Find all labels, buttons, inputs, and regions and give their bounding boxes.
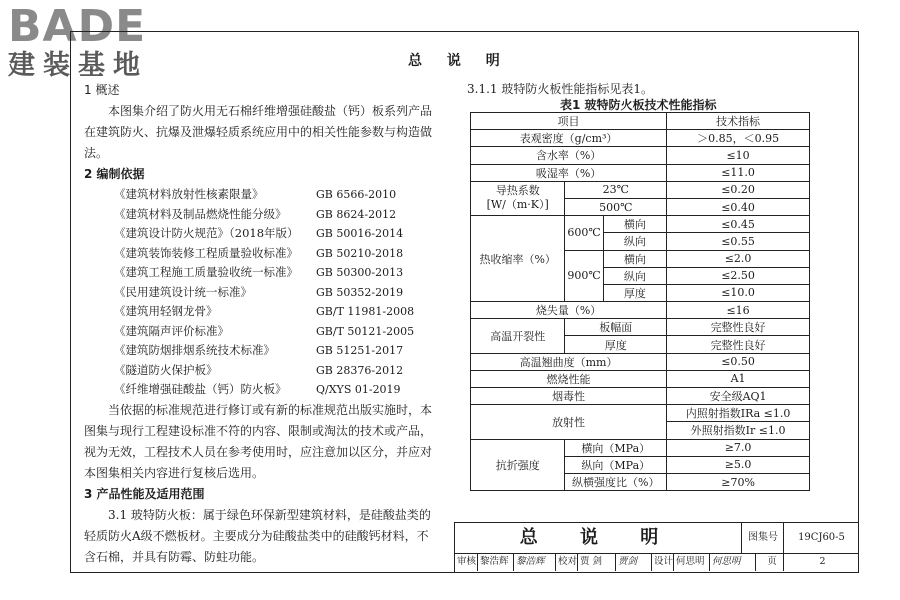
cell-value: ≤10.0: [667, 284, 810, 301]
table-row: [471, 319, 810, 336]
section-2-text: 当依据的标准规范进行修订或有新的标准规范出版实施时，本图集与现行工程建设标准不符的内容、限制或淘汰的技术或产品，视为无效，工程技术人员在参考使用时，应注意加以区分，并应对本图集相关内容进行复核后选用。: [84, 402, 433, 480]
designer-signature: 何思明: [709, 553, 741, 571]
norm-row: [84, 302, 436, 322]
cell-value: ≥5.0: [667, 456, 810, 473]
norm-name: 《建筑材料及制品燃烧性能分级》: [114, 206, 287, 221]
table-row: [471, 130, 810, 147]
norm-name: 《民用建筑设计统一标准》: [114, 284, 252, 299]
table-row: [471, 181, 810, 198]
cell-value: ≥70%: [667, 473, 810, 490]
cell-label: 烟毒性: [471, 388, 667, 405]
cell-sub: 500℃: [565, 198, 667, 215]
designer-name: 何思明: [673, 553, 705, 571]
cell-value: 完整性良好: [667, 319, 810, 336]
logo-cjk: 建装基地: [8, 50, 148, 81]
logo-latin: BADE: [8, 1, 147, 52]
cell-label: 烧失量（%）: [471, 302, 667, 319]
cell-label: 放射性: [471, 405, 667, 439]
cell-value: ≤16: [667, 302, 810, 319]
cell-label: 燃烧性能: [471, 370, 667, 387]
page-title: 总 说 明: [408, 53, 510, 69]
norm-name: 《建筑装饰装修工程质量验收标准》: [114, 245, 298, 260]
norm-code: GB 6566-2010: [316, 188, 397, 201]
norm-row: [84, 341, 436, 361]
norm-name: 《建筑工程施工质量验收统一标准》: [114, 265, 298, 279]
check-label: 校对: [555, 553, 577, 571]
norm-code: GB/T 50121-2005: [316, 324, 415, 338]
section-3-text: 3.1 玻特防火板：属于绿色环保新型建筑材料，是硅酸盐类的轻质防火A级不燃板材。主要成分为硅酸盐类中的硅酸钙材料，不含石棉，并具有防霉、防蛀功能。: [84, 507, 431, 564]
table-row: [471, 439, 810, 456]
cell-value: ≤0.50: [667, 353, 810, 370]
cell-label: 高温开裂性: [471, 319, 565, 353]
norm-code: GB/T 11981-2008: [316, 305, 415, 318]
norm-row: [84, 361, 436, 381]
norm-row: [84, 263, 436, 283]
norm-row: [84, 205, 436, 225]
norm-name: 《建筑材料放射性核素限量》: [114, 187, 264, 201]
title-block: [454, 522, 858, 572]
norm-row: [84, 380, 436, 400]
norm-code: GB 51251-2017: [316, 344, 404, 357]
cell-sub: 厚度: [565, 336, 667, 353]
page-number: 2: [783, 553, 859, 571]
table-row: [471, 353, 810, 370]
cell-sub: 横向: [603, 216, 666, 233]
cell-value: 完整性良好: [667, 336, 810, 353]
table-row: [471, 216, 810, 233]
cell-value: ≤11.0: [667, 164, 810, 181]
cell-value: ≤10: [667, 147, 810, 164]
cell-sub: 23℃: [565, 181, 667, 198]
cell-value: 内照射指数IRa ≤1.0: [667, 405, 810, 422]
atlas-number: 19CJ60-5: [783, 523, 859, 553]
cell-label: 表观密度（g/cm³）: [471, 130, 667, 147]
norm-name: 《建筑防烟排烟系统技术标准》: [114, 343, 275, 357]
title-block-top: [455, 523, 858, 554]
cell-sub: 纵向: [603, 233, 666, 250]
table-row: [471, 164, 810, 181]
section-1-heading: 1 概述: [84, 83, 120, 97]
cell-sub: 600℃: [565, 216, 603, 250]
norm-name: 《建筑设计防火规范》（2018年版）: [114, 226, 299, 240]
norm-code: GB 28376-2012: [316, 363, 404, 377]
table-intro: 3.1.1 玻特防火板性能指标见表1。: [467, 82, 653, 96]
section-1-text: 本图集介绍了防火用无石棉纤维增强硅酸盐（钙）板系列产品在建筑防火、抗爆及泄爆轻质系统应用中的相关性能参数与构造做法。: [84, 104, 433, 160]
norm-row: [84, 224, 436, 244]
table-row: [471, 147, 810, 164]
cell-sub: 纵向（MPa）: [565, 456, 667, 473]
section-3-heading: 3 产品性能及适用范围: [84, 486, 205, 501]
sheet-name: 总 说 明: [519, 527, 677, 548]
atlas-label: 图集号: [741, 523, 784, 553]
reviewer-signature: 黎浩辉: [513, 553, 545, 571]
cell-value: ≤0.55: [667, 233, 810, 250]
section-2-heading: 2 编制依据: [84, 167, 145, 181]
checker-name: 贾 剑: [577, 553, 602, 571]
cell-sub: 900℃: [565, 250, 603, 302]
page-label: 页: [755, 553, 786, 571]
cell-label: 高温翘曲度（mm）: [471, 353, 667, 370]
norm-row: [84, 322, 436, 342]
cell-value: ≤0.45: [667, 216, 810, 233]
norm-row: [84, 185, 436, 205]
cell-value: ≥7.0: [667, 439, 810, 456]
table-row: [471, 302, 810, 319]
design-label: 设计: [651, 553, 673, 571]
cell-sub: 纵向: [603, 267, 666, 284]
cell-value: 安全级AQ1: [667, 388, 810, 405]
cell-value: ≤2.0: [667, 250, 810, 267]
cell-value: ≤0.20: [667, 181, 810, 198]
cell-label: 吸湿率（%）: [471, 164, 667, 181]
norm-list: [84, 185, 436, 400]
cell-label: 含水率（%）: [471, 147, 667, 164]
norm-name: 《建筑隔声评价标准》: [114, 323, 229, 338]
header-index: 技术指标: [667, 113, 810, 130]
cell-value: ＞0.85，＜0.95: [667, 130, 810, 147]
table-row: [471, 113, 810, 130]
norm-name: 《隧道防火保护板》: [114, 362, 218, 377]
norm-code: GB 50016-2014: [316, 227, 404, 240]
spec-table: [470, 112, 810, 491]
table-row: [471, 370, 810, 387]
cell-sub: 厚度: [603, 284, 666, 301]
norm-code: GB 8624-2012: [316, 207, 397, 221]
left-column: [84, 80, 436, 568]
cell-value: 外照射指数Ir ≤1.0: [667, 422, 810, 439]
cell-value: A1: [667, 370, 810, 387]
cell-sub: 纵横强度比（%）: [565, 473, 667, 490]
cell-label: 热收缩率（%）: [471, 216, 565, 302]
reviewer-name: 黎浩辉: [477, 553, 509, 571]
review-label: 审核: [457, 556, 477, 567]
table-title: 表1 玻特防火板技术性能指标: [560, 98, 717, 112]
checker-signature: 贾剑: [615, 553, 637, 571]
norm-code: GB 50210-2018: [316, 246, 404, 260]
norm-code: GB 50352-2019: [316, 285, 404, 299]
header-item: 项目: [471, 113, 667, 130]
title-block-bottom: [455, 553, 858, 571]
norm-code: Q/XYS 01-2019: [316, 383, 401, 396]
cell-sub: 横向: [603, 250, 666, 267]
norm-name: 《纤维增强硅酸盐（钙）防火板》: [114, 382, 287, 396]
cell-value: ≤0.40: [667, 198, 810, 215]
norm-row: [84, 244, 436, 264]
norm-code: GB 50300-2013: [316, 266, 404, 279]
norm-name: 《建筑用轻钢龙骨》: [114, 304, 218, 318]
cell-sub: 横向（MPa）: [565, 439, 667, 456]
table-row: [471, 405, 810, 422]
cell-sub: 板幅面: [565, 319, 667, 336]
norm-row: [84, 283, 436, 303]
cell-label: 抗折强度: [471, 439, 565, 491]
cell-label: 导热系数 [W/（m·K）]: [471, 181, 565, 215]
table-row: [471, 388, 810, 405]
cell-value: ≤2.50: [667, 267, 810, 284]
